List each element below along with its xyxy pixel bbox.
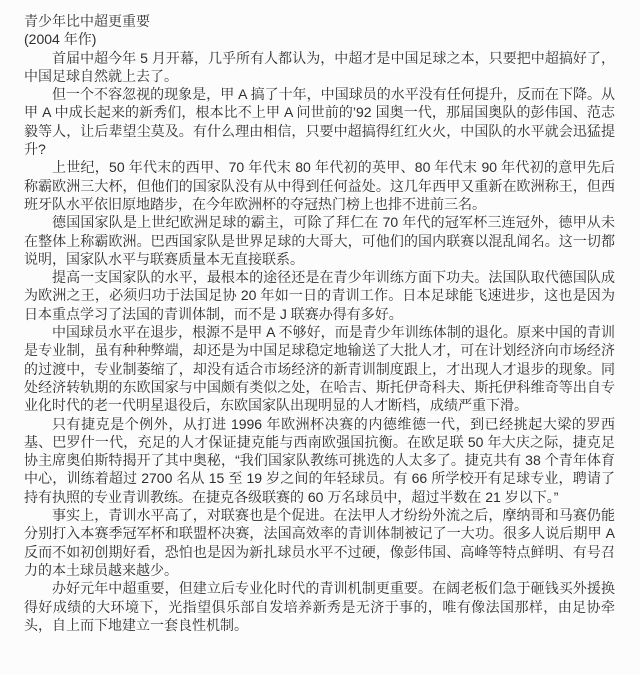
document-subtitle: (2004 年作) (24, 31, 97, 48)
paragraph: 只有捷克是个例外，从打进 1996 年欧洲杯决赛的内德维德一代，到已经挑起大梁的罗西基、巴罗什一代，充足的人才保证捷克能与西南欧强国抗衡。在欧足联 50 年大庆之际，捷克足协主席奥伯斯特揭开了其中奥秘，“我们国家队教练可挑选的人太多了。捷克共有 38 个青年体育中心，训练着超过 2700 名从 15 至 19 岁之间的年轻球员。有 66 所学校开有足球专业，聘请了持有执照的专业青训教练。在捷克各级联赛的 60 万名球员中，超过半数在 21 岁以下。” (24, 415, 615, 505)
paragraph: 上世纪，50 年代末的西甲、70 年代末 80 年代初的英甲、80 年代末 90 年代初的意甲先后称霸欧洲三大杯，但他们的国家队没有从中得到任何益处。这几年西甲又重新在欧洲称王，但西班牙队水平依旧原地踏步，在今年欧洲杯的夺冠热门榜上也排不进前三名。 (24, 159, 615, 212)
paragraph: 德国国家队是上世纪欧洲足球的霸主，可除了拜仁在 70 年代的冠军杯三连冠外，德甲从未在整体上称霸欧洲。巴西国家队是世界足球的大哥大，可他们的国内联赛以混乱闻名。这一切都说明，国家队水平与联赛质量本无直接联系。 (24, 214, 615, 267)
document-body (24, 49, 615, 635)
document-title: 青少年比中超更重要 (24, 13, 150, 29)
paragraph: 首届中超今年 5 月开幕，几乎所有人都认为，中超才是中国足球之本，只要把中超搞好了，中国足球自然就上去了。 (24, 49, 615, 84)
paragraph: 事实上，青训水平高了，对联赛也是个促进。在法甲人才纷纷外流之后，摩纳哥和马赛仍能分别打入本赛季冠军杯和联盟杯决赛，法国高效率的青训体制被记了一大功。很多人说后期甲 A 反而不如初创期好看，恐怕也是因为新扎球员水平不过硬，像彭伟国、高峰等特点鲜明、有号召力的本土球员越来越少。 (24, 507, 615, 578)
paragraph: 提高一支国家队的水平，最根本的途径还是在青少年训练方面下功夫。法国队取代德国队成为欧洲之王，必须归功于法国足协 20 年如一日的青训工作。日本足球能飞速进步，这也是因为日本重点学习了法国的青训体制，而不是 J 联赛办得有多好。 (24, 269, 615, 322)
paragraph: 但一个不容忽视的现象是，甲 A 搞了十年，中国球员的水平没有任何提升，反而在下降。从甲 A 中成长起来的新秀们，根本比不上甲 A 问世前的’92 国奥一代，那届国奥队的彭伟国、范志毅等人，让后辈望尘莫及。有什么理由相信，只要中超搞得红红火火，中国队的水平就会迅猛提升? (24, 86, 615, 158)
paragraph: 办好元年中超重要，但建立后专业化时代的青训机制更重要。在阔老板们急于砸钱买外援换得好成绩的大环境下，光指望俱乐部自发培养新秀是无济于事的，唯有像法国那样，由足协牵头，自上而下地建立一套良性机制。 (24, 580, 615, 633)
paragraph: 中国球员水平在退步，根源不是甲 A 不够好，而是青少年训练体制的退化。原来中国的青训是专业制，虽有种种弊端，却还是为中国足球稳定地输送了大批人才，可在计划经济向市场经济的过渡中，专业制萎缩了，却没有适合市场经济的新青训制度跟上，才出现人才退步的现象。同处经济转轨期的东欧国家与中国颇有类似之处，在哈吉、斯托伊奇科夫、斯托伊科维奇等出自专业化时代的老一代明星退役后，东欧国家队出现明显的人才断档，成绩严重下滑。 (24, 324, 615, 414)
